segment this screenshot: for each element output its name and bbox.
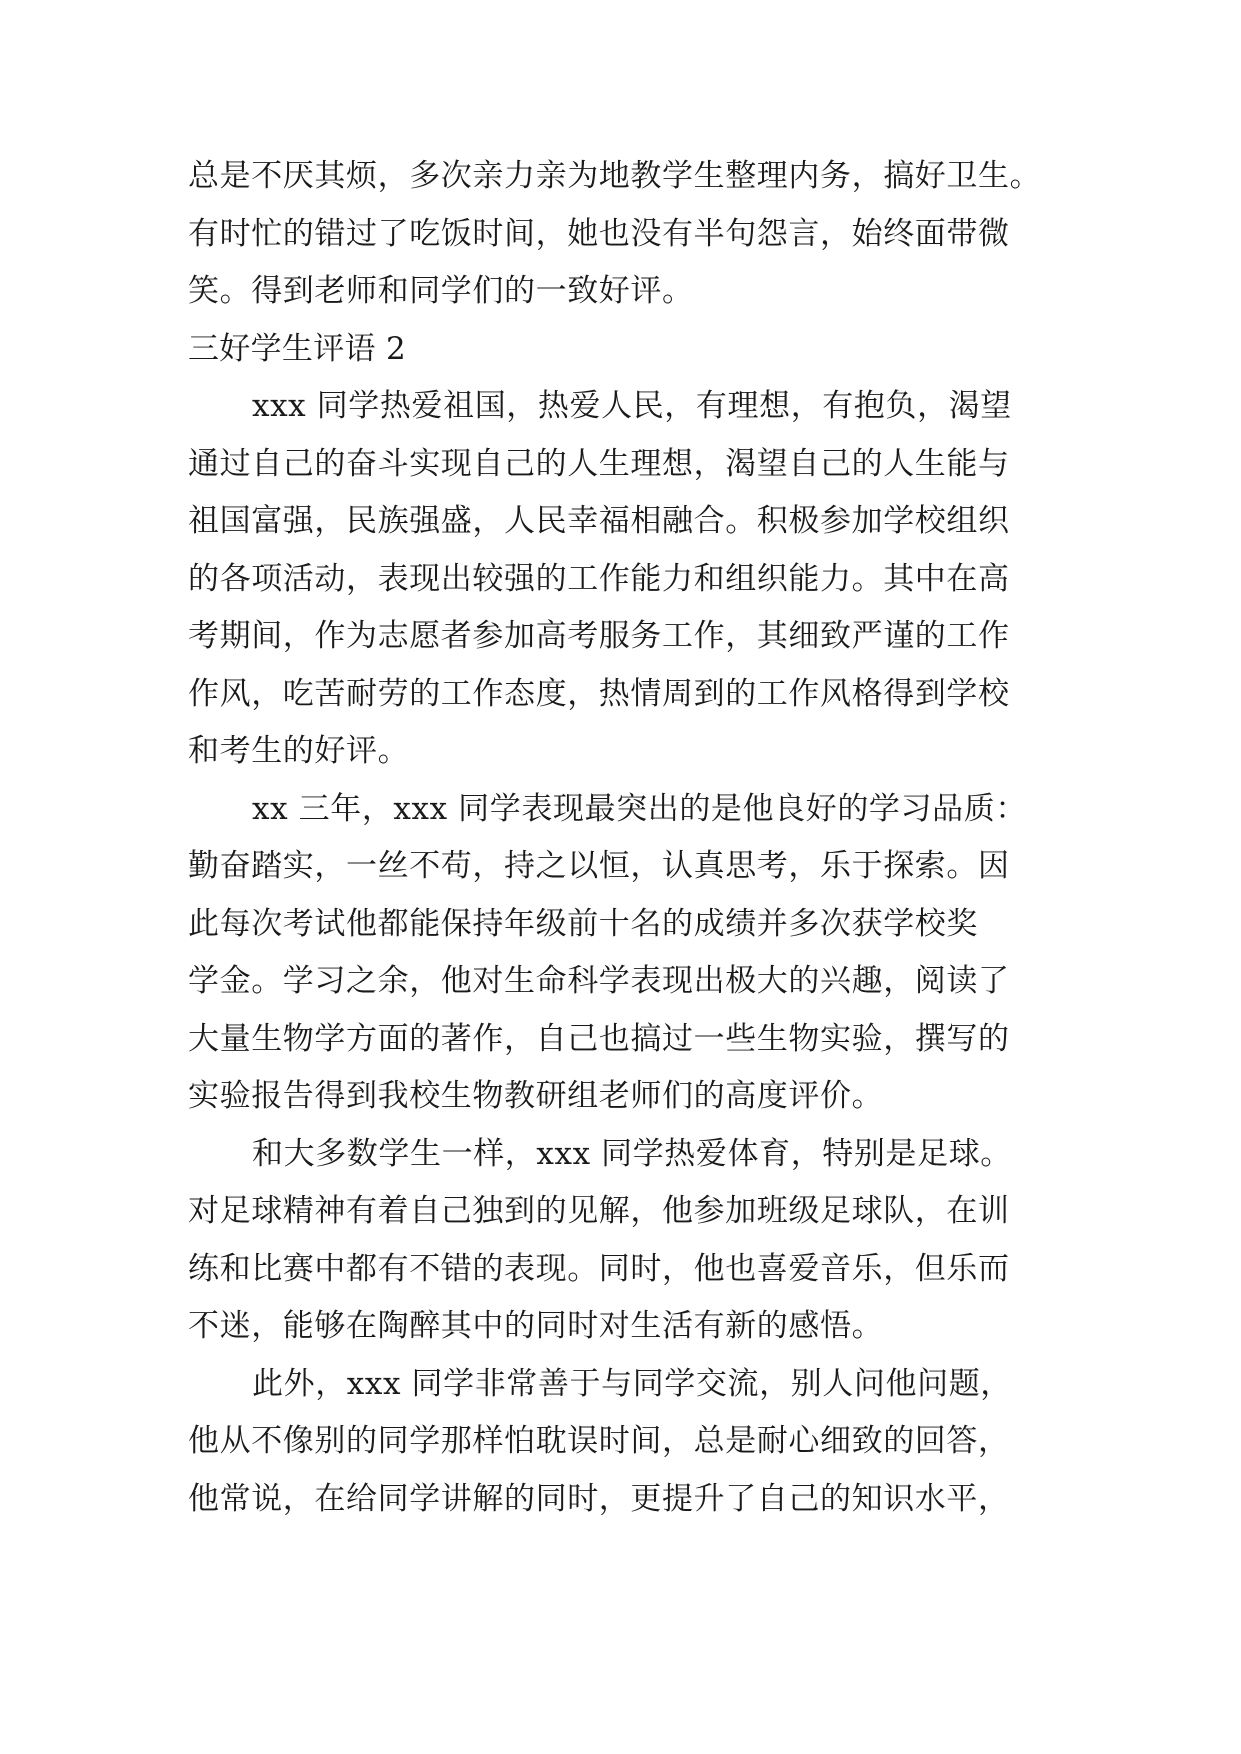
- text-line: 作风，吃苦耐劳的工作态度，热情周到的工作风格得到学校: [188, 675, 1010, 712]
- text-line: 对足球精神有着自己独到的见解，他参加班级足球队，在训: [188, 1193, 1010, 1229]
- text-line: 的各项活动，表现出较强的工作能力和组织能力。其中在高: [188, 560, 1010, 597]
- text-line: 和大多数学生一样，xxx 同学热爱体育，特别是足球。: [252, 1135, 1012, 1172]
- text-line: 学金。学习之余，他对生命科学表现出极大的兴趣，阅读了: [188, 963, 1010, 999]
- text-line: 不迷，能够在陶醉其中的同时对生活有新的感悟。: [188, 1308, 884, 1344]
- text-line: 和考生的好评。: [188, 733, 410, 769]
- text-line: 此每次考试他都能保持年级前十名的成绩并多次获学校奖: [188, 905, 978, 942]
- text-line: 实验报告得到我校生物教研组老师们的高度评价。: [188, 1078, 884, 1114]
- text-line: 祖国富强，民族强盛，人民幸福相融合。积极参加学校组织: [188, 503, 1010, 539]
- text-line: 笑。得到老师和同学们的一致好评。: [188, 273, 694, 309]
- text-line: 考期间，作为志愿者参加高考服务工作，其细致严谨的工作: [188, 618, 1010, 654]
- text-line: 通过自己的奋斗实现自己的人生理想，渴望自己的人生能与: [188, 445, 1010, 482]
- paragraph-1: [188, 378, 1054, 781]
- text-line: 他从不像别的同学那样怕耽误时间，总是耐心细致的回答，: [188, 1423, 1010, 1459]
- text-line: 有时忙的错过了吃饭时间，她也没有半句怨言，始终面带微: [188, 215, 1010, 252]
- text-line: xx 三年，xxx 同学表现最突出的是他良好的学习品质：: [252, 790, 1027, 827]
- text-line: 此外，xxx 同学非常善于与同学交流，别人问他问题，: [252, 1365, 1012, 1402]
- text-line: 总是不厌其烦，多次亲力亲为地教学生整理内务，搞好卫生。: [188, 158, 1042, 194]
- paragraph-3: [188, 1126, 1054, 1356]
- heading-text: 三好学生评语 2: [188, 330, 406, 367]
- section-heading: [188, 321, 1054, 379]
- paragraph-2: [188, 781, 1054, 1126]
- text-line: 他常说，在给同学讲解的同时，更提升了自己的知识水平，: [188, 1480, 1010, 1517]
- text-line: 大量生物学方面的著作，自己也搞过一些生物实验，撰写的: [188, 1020, 1010, 1057]
- text-line: xxx 同学热爱祖国，热爱人民，有理想，有抱负，渴望: [252, 388, 1012, 424]
- text-line: 勤奋踏实，一丝不苟，持之以恒，认真思考，乐于探索。因: [188, 848, 1010, 884]
- intro-paragraph: [188, 148, 1054, 321]
- paragraph-4: [188, 1356, 1054, 1529]
- text-line: 练和比赛中都有不错的表现。同时，他也喜爱音乐，但乐而: [188, 1250, 1010, 1287]
- document-body: [188, 148, 1054, 1528]
